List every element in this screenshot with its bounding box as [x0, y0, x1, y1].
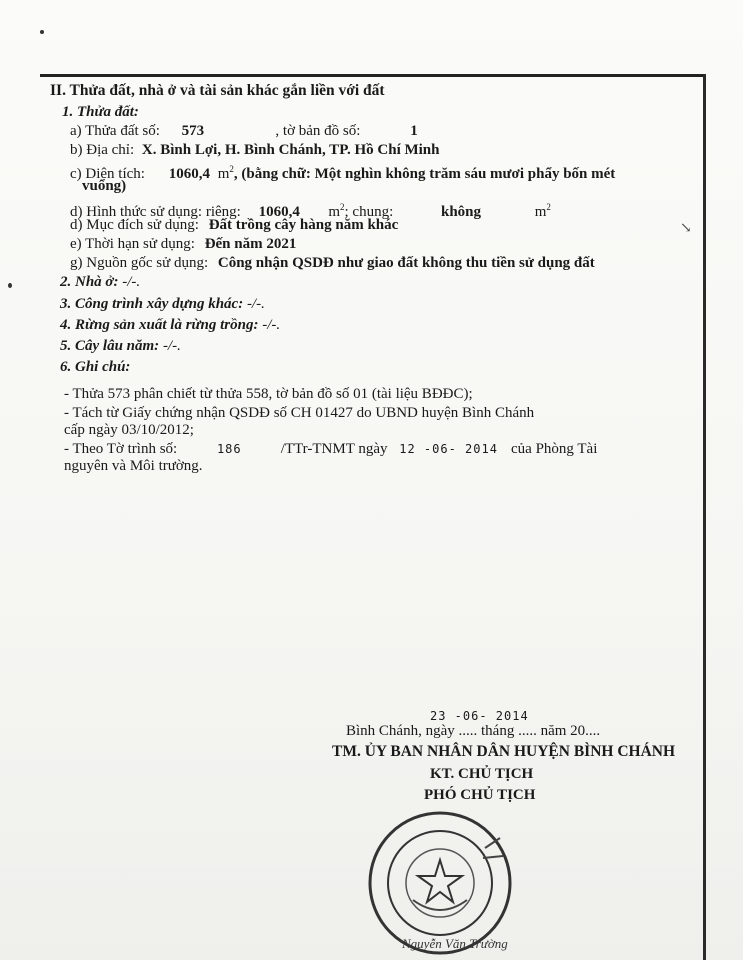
- usage-shared-value: không: [441, 204, 482, 220]
- seal-inner-ring: [388, 831, 492, 935]
- house-value: -/-.: [122, 274, 141, 290]
- signer-name: Nguyễn Văn Trường: [402, 936, 508, 951]
- seal-outer-ring: [370, 813, 510, 953]
- usage-origin-row: [70, 254, 595, 272]
- note-3-prefix: - Theo Tờ trình số:: [64, 441, 178, 457]
- house-row: [60, 273, 140, 291]
- seal-wreath-icon: [413, 900, 467, 910]
- area-words-continued: vuông): [82, 178, 127, 194]
- note-3-continued: nguyên và Môi trường.: [64, 458, 203, 474]
- address-value: X. Bình Lợi, H. Bình Chánh, TP. Hồ Chí Minh: [141, 142, 440, 158]
- border-top: [40, 74, 705, 77]
- forest-label: 4. Rừng sản xuất là rừng trồng:: [60, 317, 259, 333]
- notes-heading: 6. Ghi chú:: [60, 359, 131, 375]
- address-label: b) Địa chỉ:: [70, 142, 135, 158]
- section-title: II. Thửa đất, nhà ở và tài sản khác gắn liền với đất: [50, 82, 385, 99]
- area-label: c) Diện tích:: [70, 166, 145, 182]
- area-row: [70, 160, 615, 183]
- note-3-mid: /TTr-TNMT ngày: [280, 441, 388, 457]
- place-date-line: Bình Chánh, ngày ..... tháng ..... năm 20....: [346, 723, 601, 739]
- usage-term-label: e) Thời hạn sử dụng:: [70, 236, 195, 252]
- map-sheet-value: 1: [410, 123, 418, 139]
- signer-title-1: KT. CHỦ TỊCH: [430, 766, 534, 782]
- signing-organization: TM. ỦY BAN NHÂN DÂN HUYỆN BÌNH CHÁNH: [332, 743, 676, 760]
- area-unit: m: [217, 166, 230, 182]
- scan-speck: [8, 283, 12, 288]
- area-words-label: , (bằng chữ:: [233, 166, 311, 182]
- usage-form-label: d) Hình thức sử dụng: riêng:: [70, 204, 241, 220]
- land-heading: 1. Thửa đất:: [62, 104, 139, 120]
- note-3-number: 186: [216, 442, 242, 456]
- perennial-row: [60, 337, 181, 355]
- forest-row: [60, 316, 280, 334]
- perennial-value: -/-.: [162, 338, 181, 354]
- usage-private-value: 1060,4: [258, 204, 300, 220]
- parcel-number-value: 573: [181, 123, 205, 139]
- usage-term-row: [70, 235, 296, 253]
- border-right: [703, 74, 706, 960]
- usage-private-unit: m: [328, 204, 340, 220]
- parcel-number-row: [70, 122, 418, 140]
- address-row: [70, 141, 440, 159]
- usage-shared-exponent: 2: [546, 202, 551, 212]
- usage-origin-value: Công nhận QSDĐ như giao đất không thu tiền sử dụng đất: [217, 255, 595, 271]
- note-3-date: 12 -06- 2014: [399, 442, 498, 456]
- construction-value: -/-.: [246, 296, 265, 312]
- note-1: - Thửa 573 phân chiết từ thửa 558, tờ bản đồ số 01 (tài liệu BĐĐC);: [64, 386, 473, 402]
- signer-title-2: PHÓ CHỦ TỊCH: [424, 787, 536, 803]
- usage-shared-unit: m: [534, 204, 547, 220]
- stamped-date: 23 -06- 2014: [430, 709, 529, 723]
- perennial-label: 5. Cây lâu năm:: [60, 338, 160, 354]
- seal-star-icon: [418, 860, 462, 902]
- area-words: Một nghìn không trăm sáu mươi phẩy bốn mét: [314, 166, 616, 182]
- check-mark: ↘: [680, 221, 692, 236]
- usage-term-value: Đến năm 2021: [204, 236, 297, 252]
- note-2: - Tách từ Giấy chứng nhận QSDĐ số CH 01427 do UBND huyện Bình Chánh: [64, 405, 535, 421]
- map-sheet-label: , tờ bản đồ số:: [275, 123, 361, 139]
- usage-origin-label: g) Nguồn gốc sử dụng:: [70, 255, 209, 271]
- usage-shared-label: ; chung:: [344, 204, 394, 220]
- construction-label: 3. Công trình xây dựng khác:: [60, 296, 244, 312]
- note-3: [64, 440, 597, 458]
- note-2-continued: cấp ngày 03/10/2012;: [64, 422, 194, 438]
- area-value: 1060,4: [168, 166, 210, 182]
- house-label: 2. Nhà ở:: [60, 274, 119, 290]
- scan-speck: [40, 30, 44, 34]
- note-3-suffix: của Phòng Tài: [511, 441, 598, 457]
- usage-private-exponent: 2: [340, 202, 345, 212]
- usage-purpose-value: Đất trồng cây hàng năm khác: [208, 217, 399, 233]
- usage-purpose-label: d) Mục đích sử dụng:: [70, 217, 199, 233]
- parcel-number-label: a) Thửa đất số:: [70, 123, 160, 139]
- construction-row: [60, 295, 265, 313]
- forest-value: -/-.: [262, 317, 281, 333]
- usage-purpose-row: [70, 216, 398, 234]
- area-unit-exponent: 2: [229, 164, 234, 174]
